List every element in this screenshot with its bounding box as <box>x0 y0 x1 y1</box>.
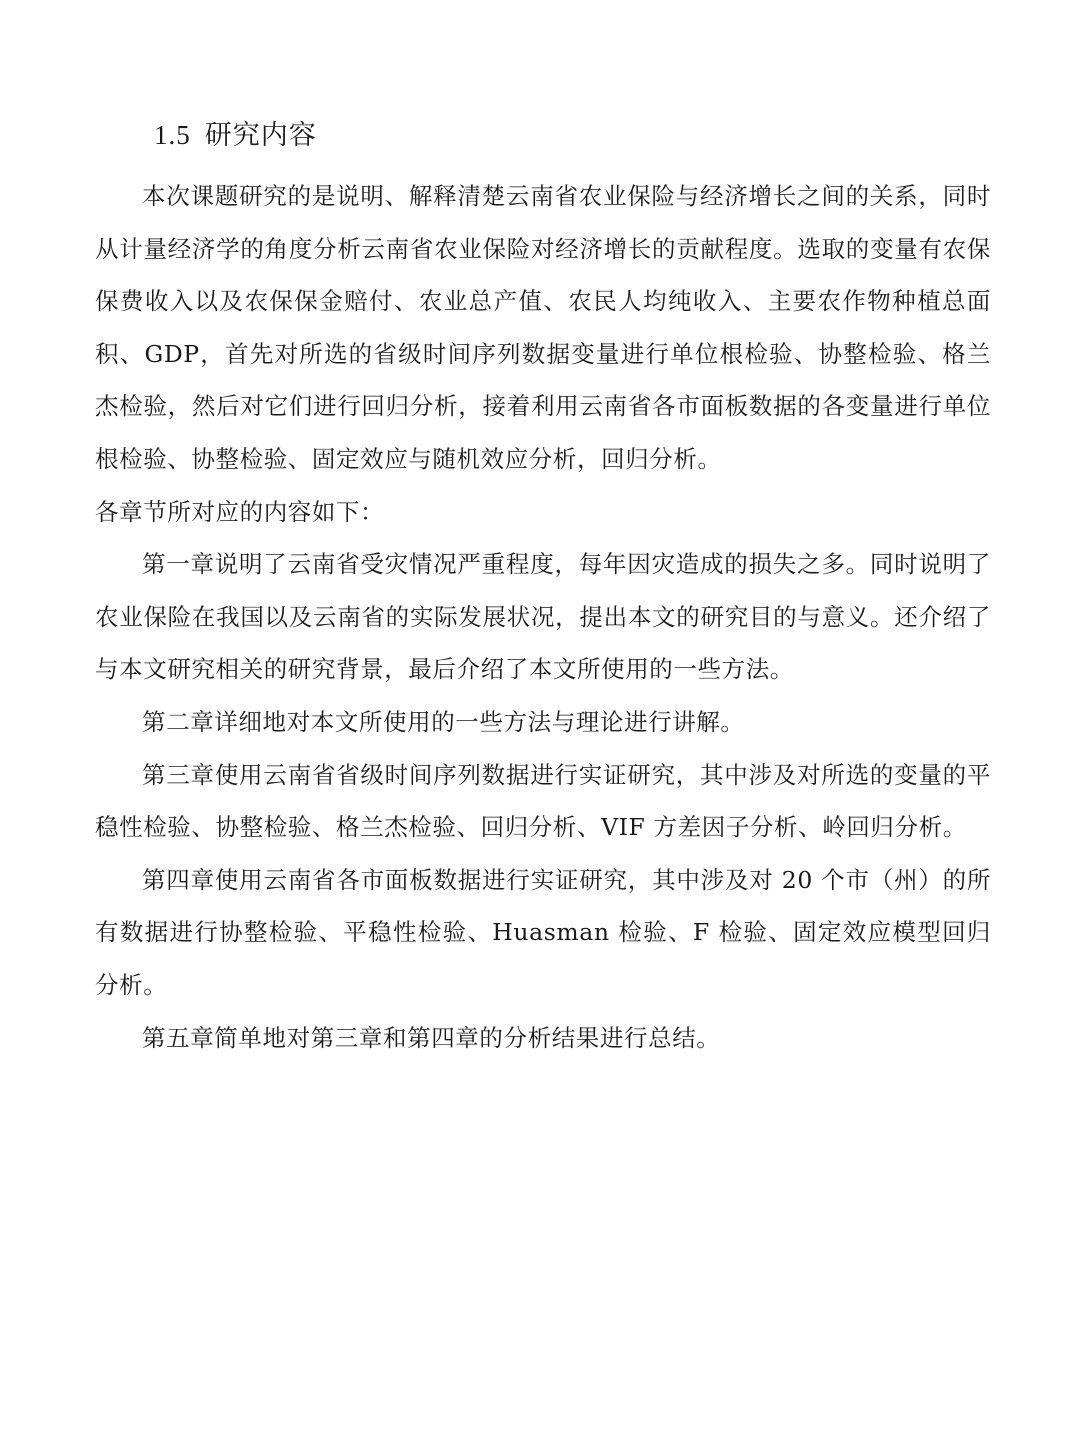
section-title: 研究内容 <box>204 120 317 151</box>
chapter-overview-lead: 各章节所对应的内容如下： <box>95 497 385 526</box>
chapter-3-paragraph: 第三章使用云南省省级时间序列数据进行实证研究，其中涉及对所选的变量的平稳性检验、协整检验、格兰杰检验、回归分析、VIF 方差因子分析、岭回归分析。 <box>95 760 991 842</box>
intro-paragraph: 本次课题研究的是说明、解释清楚云南省农业保险与经济增长之间的关系，同时从计量经济学的角度分析云南省农业保险对经济增长的贡献程度。选取的变量有农保保费收入以及农保保金赔付、农业总产值、农民人均纯收入、主要农作物种植总面积、GDP，首先对所选的省级时间序列数据变量进行单位根检验、协整检验、格兰杰检验，然后对它们进行回归分析，接着利用云南省各市面板数据的各变量进行单位根检验、协整检验、固定效应与随机效应分析，回归分析。 <box>95 182 991 473</box>
chapter-1-paragraph: 第一章说明了云南省受灾情况严重程度，每年因灾造成的损失之多。同时说明了农业保险在我国以及云南省的实际发展状况，提出本文的研究目的与意义。还介绍了与本文研究相关的研究背景，最后介绍了本文所使用的一些方法。 <box>95 550 991 684</box>
body-text <box>95 170 991 1064</box>
chapter-2-paragraph: 第二章详细地对本文所使用的一些方法与理论进行讲解。 <box>142 707 745 736</box>
chapter-4-paragraph: 第四章使用云南省各市面板数据进行实证研究，其中涉及对 20 个市（州）的所有数据进行协整检验、平稳性检验、Huasman 检验、F 检验、固定效应模型回归分析。 <box>95 865 991 999</box>
section-number: 1.5 <box>154 120 191 150</box>
section-heading <box>154 110 317 161</box>
chapter-5-paragraph: 第五章简单地对第三章和第四章的分析结果进行总结。 <box>142 1023 721 1052</box>
